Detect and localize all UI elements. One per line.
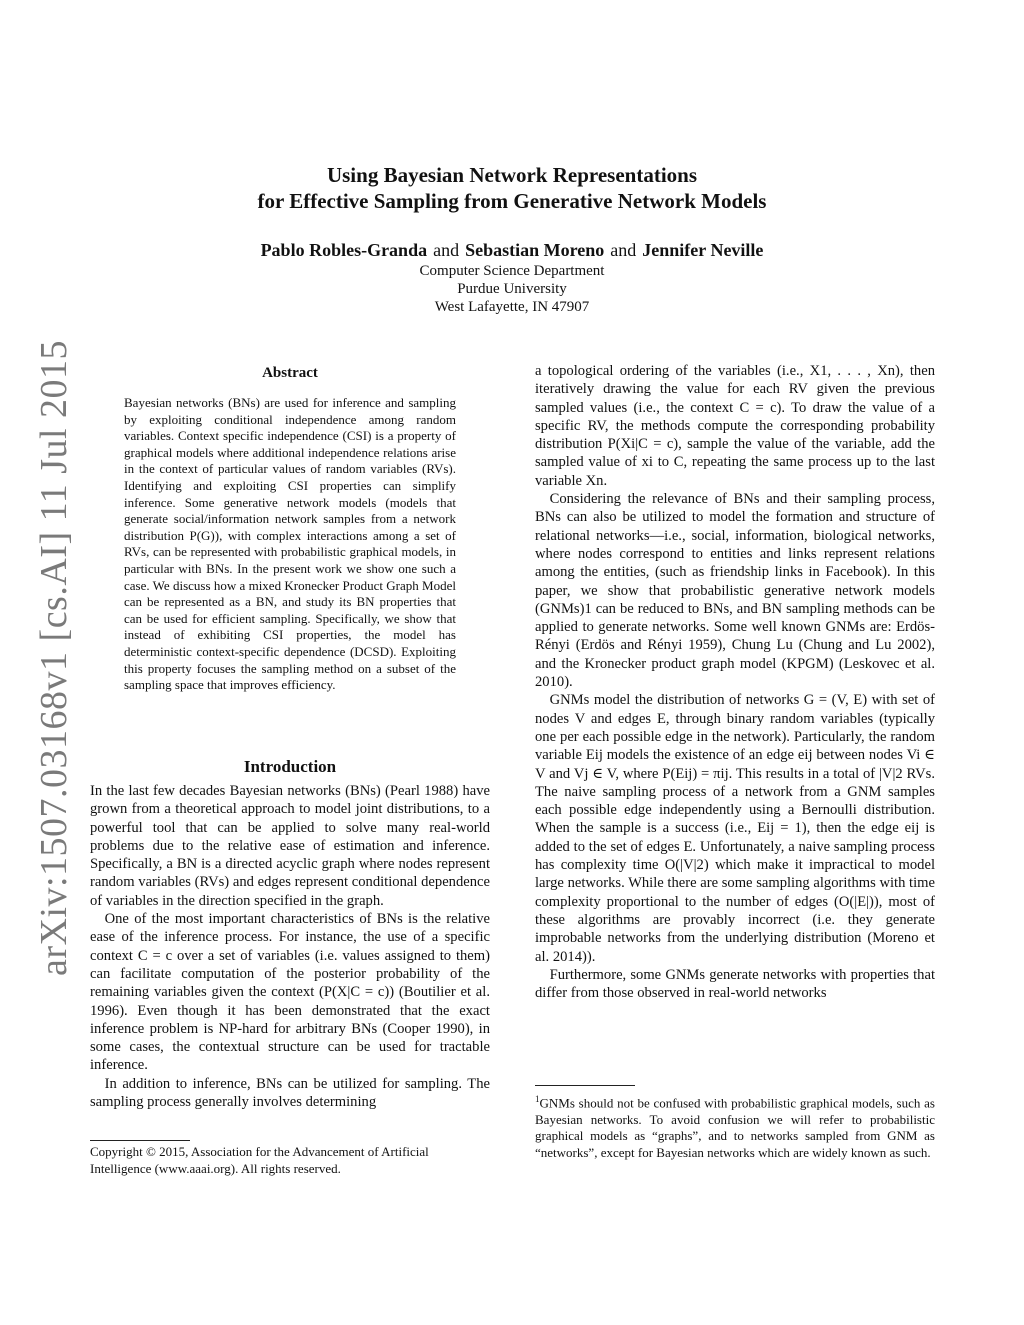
introduction-heading: Introduction xyxy=(243,757,337,776)
affiliation-address: West Lafayette, IN 47907 xyxy=(434,299,590,315)
abstract-heading: Abstract xyxy=(262,365,318,381)
footnote-divider xyxy=(535,1085,635,1086)
author-separator: and xyxy=(610,240,637,260)
intro-paragraph-3: In addition to inference, BNs can be utilized for sampling. The sampling process generally involves determining xyxy=(90,1075,490,1111)
arxiv-identifier-stamp: arXiv:1507.03168v1 [cs.AI] 11 Jul 2015 xyxy=(33,339,75,977)
body-paragraph-4: Furthermore, some GNMs generate networks with properties that differ from those observed in real-world networks xyxy=(535,966,935,1002)
copyright-divider xyxy=(90,1140,190,1141)
body-paragraph-2: Considering the relevance of BNs and their sampling process, BNs can also be utilized to model the formation and structure of relational networks—i.e., social, information, biological networks, where nodes correspond to entities and links represent relations among the entities, (such as friendship links in Facebook). In this paper, we show that probabilistic generative network models (GNMs)1 can be reduced to BNs, and BN sampling methods can be applied to generate networks. Some well known GNMs are: Erdös-Rényi (Erdös and Rényi 1959), Chung Lu (Chung and Lu 2002), and the Kronecker product graph model (KPGM) (Leskovec et al. 2010). xyxy=(535,491,935,691)
copyright-notice: Copyright © 2015, Association for the Advancement of Artificial Intelligence (www.aaai.org). All rights reserved. xyxy=(90,1144,429,1176)
affiliation-department: Computer Science Department xyxy=(419,263,605,279)
author-name: Jennifer Neville xyxy=(642,240,764,260)
affiliation-university: Purdue University xyxy=(457,281,567,297)
footnote-number: 1 xyxy=(535,1094,540,1104)
footnote-text: GNMs should not be confused with probabilistic graphical models, such as Bayesian networks. To avoid confusion we will refer to probabilistic graphical models as “graphs”, and to networks sampled from GNM as “networks”, except for Bayesian networks which are widely known as such. xyxy=(535,1095,935,1160)
paper-title-line-1: Using Bayesian Network Representations xyxy=(326,163,698,187)
body-paragraph-1: a topological ordering of the variables (i.e., X1, . . . , Xn), then iteratively drawing the value for each RV given the previous sampled values (i.e., the context C = c). To draw the value of a specific RV, the methods compute the corresponding probability distribution P(Xi|C = c), sample the value of the variable, add the sampled value of xi to C, repeating the same process up to the last variable Xn. xyxy=(535,363,935,489)
intro-paragraph-1: In the last few decades Bayesian networks (BNs) (Pearl 1988) have grown from a theoretical approach to model joint distributions, to a powerful tool that can be applied to solve many real-world problems due to the relative ease of estimation and inference. Specifically, a BN is a directed acyclic graph where nodes represent random variables (RVs) and edges represent conditional dependence of variables in the direction specified in the graph. xyxy=(90,783,490,909)
author-name: Sebastian Moreno xyxy=(465,240,605,260)
left-column-body xyxy=(90,782,490,1111)
author-name: Pablo Robles-Granda xyxy=(260,240,428,260)
body-paragraph-3: GNMs model the distribution of networks G = (V, E) with set of nodes V and edges E, through binary random variables (typically one per each possible edge in the network). Particularly, the random variable Eij models the existence of an edge eij between nodes Vi ∈ V and Vj ∈ V, where P(Eij) = πij. This results in a total of |V|2 RVs. The naive sampling process of a network from a GNM samples each possible edge independently using a Bernoulli distribution. When the sample is a success (i.e., Eij = 1), then the edge eij is added to the set of edges E. Unfortunately, a naive sampling process has complexity time O(|V|2) which make it impractical to model large networks. While there are some sampling algorithms with time complexity proportional to the number of edges (O(|E|)), most of these algorithms are provably incorrect (i.e. they generate improbable networks from the underlying distribution (Moreno et al. 2014)). xyxy=(535,692,935,965)
abstract-text: Bayesian networks (BNs) are used for inference and sampling by exploiting conditional independence among random variables. Context specific independence (CSI) is a property of graphical models where additional independence relations arise in the context of particular values of random variables (RVs). Identifying and exploiting CSI properties can simplify inference. Some generative network models (models that generate social/information network samples from a network distribution P(G)), with complex interactions among a set of RVs, can be represented with probabilistic graphical models, in particular with BNs. In the present work we show one such a case. We discuss how a mixed Kronecker Product Graph Model can be represented as a BN, and study its BN properties that can be used for efficient sampling. Specifically, we show that instead of exhibiting CSI properties, the model has deterministic context-specific dependence (DCSD). Exploiting this property focuses the sampling method on a subset of the sampling space that improves efficiency. xyxy=(124,395,456,693)
author-separator: and xyxy=(433,240,460,260)
paper-title-line-2: for Effective Sampling from Generative Network Models xyxy=(257,189,767,213)
author-list xyxy=(0,238,1024,262)
intro-paragraph-2: One of the most important characteristics of BNs is the relative ease of the inference process. For instance, the use of a specific context C = c over a set of variables (i.e. values assigned to them) can facilitate computation of the posterior probability of the remaining variables given the context (P(X|C = c)) (Boutilier et al. 1996). Even though it has been demonstrated that the exact inference problem is NP-hard for arbitrary BNs (Cooper 1990), in some cases, the contextual structure can be used for tractable inference. xyxy=(90,911,490,1074)
footnote xyxy=(535,1091,935,1161)
right-column-body xyxy=(535,362,935,1002)
